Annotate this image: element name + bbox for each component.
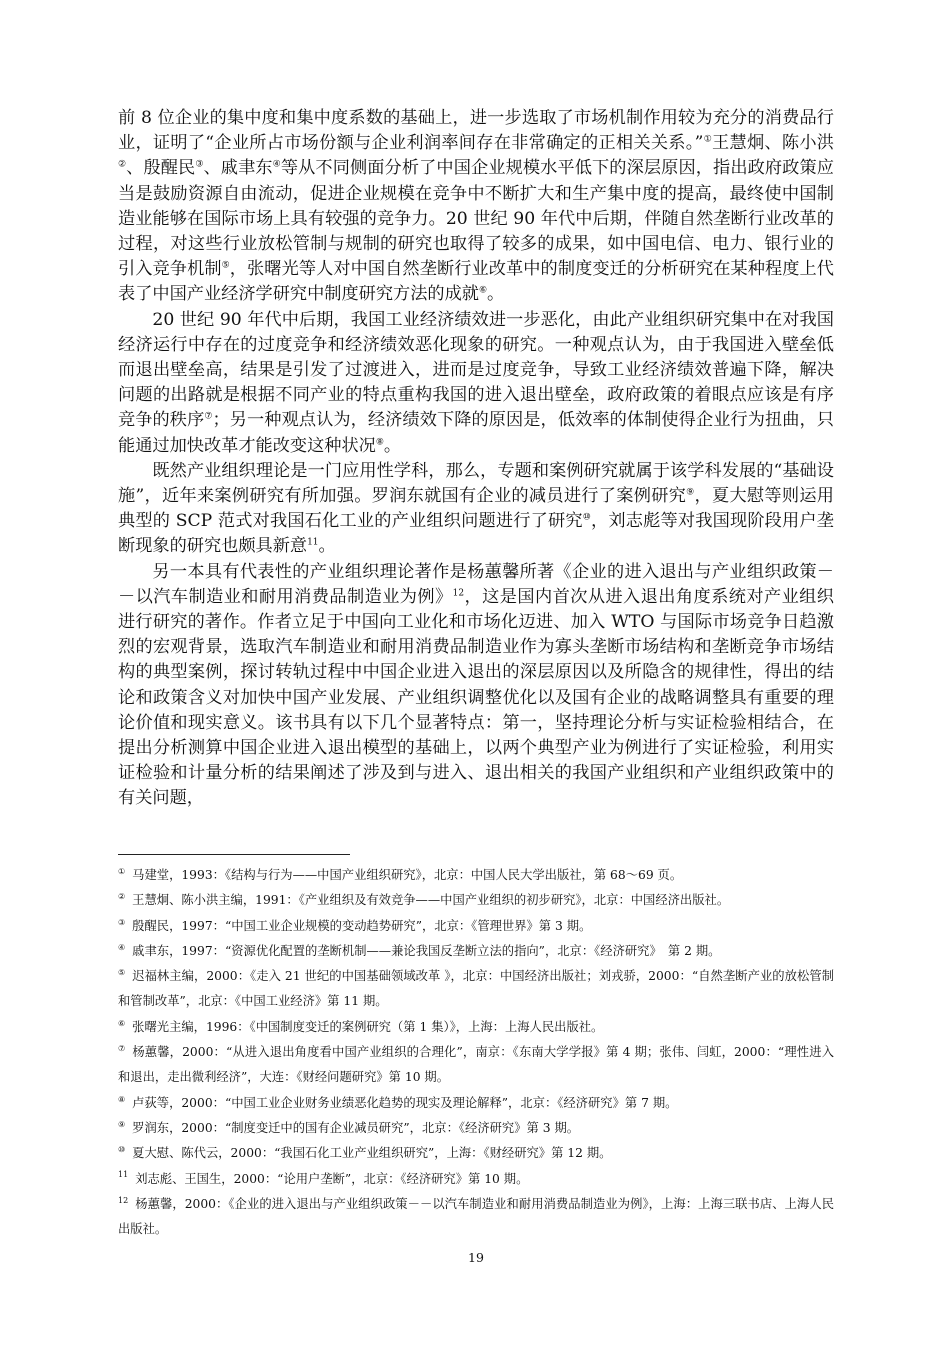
footnote-text: 夏大慰、陈代云，2000：“我国石化工业产业组织研究”，上海：《财经研究》第 12 期。 xyxy=(132,1146,612,1161)
footnote-mark: ⑦ xyxy=(118,1043,126,1053)
footnote xyxy=(118,1040,834,1091)
footnote-separator xyxy=(118,854,350,855)
footnote-text: 张曙光主编，1996：《中国制度变迁的案例研究（第 1 集）》，上海：上海人民出版社。 xyxy=(132,1019,604,1034)
footnote-mark: ① xyxy=(118,866,126,876)
page-number: 19 xyxy=(468,1250,484,1265)
footnote-text: 罗润东，2000：“制度变迁中的国有企业减员研究”，北京：《经济研究》第 3 期。 xyxy=(132,1120,580,1135)
paragraph-text: ，夏大慰等则运用典型的 SCP 范式对我国石化工业的产业组织问题进行了研究 xyxy=(118,486,834,532)
paragraph xyxy=(118,106,834,308)
paragraph-text: ，这是国内首次从进入退出角度系统对产业组织进行研究的著作。作者立足于中国向工业化和市场化迈进、加入 WTO 与国际市场竞争日趋激烈的宏观背景，选取汽车制造业和耐用消费品制造业作为寡头垄断市场结构和垄断竞争市场结构的典型案例，探讨转轨过程中中国企业进入退出的深层原因以及所隐含的规律性，得出的结论和政策含义对加快中国产业发展、产业组织调整优化以及国有企业的战略调整具有重要的理论价值和现实意义。该书具有以下几个显著特点：第一，坚持理论分析与实证检验相结合，在提出分析测算中国企业进入退出模型的基础上，以两个典型产业为例进行了实证检验，利用实证检验和计量分析的结果阐述了涉及到与进入、退出相关的我国产业组织和产业组织政策中的有关问题， xyxy=(118,586,834,809)
footnote-ref: ⑨ xyxy=(686,487,695,498)
footnote-text: 刘志彪、王国生，2000：“论用户垄断”，北京：《经济研究》第 10 期。 xyxy=(135,1171,529,1186)
footnote-text: 王慧炯、陈小洪主编，1991：《产业组织及有效竞争——中国产业组织的初步研究》，北京：中国经济出版社。 xyxy=(132,893,730,908)
footnote xyxy=(118,1167,834,1192)
paragraph-text: 另一本具有代表性的产业组织理论著作是杨蕙馨所著《企业的进入退出与产业组织政策－－以汽车制造业和耐用消费品制造业为例》 xyxy=(118,561,834,607)
footnote-ref: ① xyxy=(703,134,713,145)
footnote-mark: ⑥ xyxy=(118,1018,126,1028)
paragraph-text: 。 xyxy=(318,536,336,557)
paragraph-text: ；另一种观点认为，经济绩效下降的原因是，低效率的体制使得企业行为扭曲，只能通过加快改革才能改变这种状况 xyxy=(118,410,834,456)
footnote-text: 迟福林主编，2000：《走入 21 世纪的中国基础领域改革 》，北京：中国经济出版社；刘戎骄，2000：“自然垄断产业的放松管制和管制改革”，北京：《中国工业经济》第 11 期。 xyxy=(118,969,835,1009)
footnote-mark: ③ xyxy=(118,917,126,927)
footnote-ref: ② xyxy=(118,159,127,170)
footnote-text: 戚聿东，1997：“资源优化配置的垄断机制——兼论我国反垄断立法的指向”，北京：《经济研究》 第 2 期。 xyxy=(132,943,721,958)
footnote-text: 卢荻等，2000：“中国工业企业财务业绩恶化趋势的现实及理论解释”，北京：《经济研究》第 7 期。 xyxy=(132,1095,678,1110)
footnote-ref: ⑥ xyxy=(478,285,488,296)
footnote-mark: 12 xyxy=(118,1195,129,1205)
footnote-text: 杨蕙馨，2000：《企业的进入退出与产业组织政策－－以汽车制造业和耐用消费品制造业为例》，上海：上海三联书店、上海人民出版社。 xyxy=(118,1196,834,1237)
footnote xyxy=(118,914,834,939)
paragraph-text: ，张曙光等人对中国自然垄断行业改革中的制度变迁的分析研究在某种程度上代表了中国产业经济学研究中制度研究方法的成就 xyxy=(118,259,834,305)
paragraph-text: 王慧炯、陈小洪 xyxy=(712,133,834,154)
footnote-mark: ② xyxy=(118,892,126,902)
paragraph-text: 前 8 位企业的集中度和集中度系数的基础上，进一步选取了市场机制作用较为充分的消费品行业，证明了“企业所占市场份额与企业利润率间存在非常确定的正相关关系。” xyxy=(118,108,834,154)
paragraph-text: ，刘志彪等对我国现阶段用户垄断现象的研究也颇具新意 xyxy=(118,511,834,557)
paragraph xyxy=(118,459,834,560)
footnote xyxy=(118,888,834,913)
footnote xyxy=(118,1091,834,1116)
footnote-mark: ⑧ xyxy=(118,1094,126,1104)
footnote xyxy=(118,863,834,888)
footnote xyxy=(118,1116,834,1141)
footnote-ref: ⑧ xyxy=(375,436,384,447)
paragraph-text: 。 xyxy=(383,435,402,456)
footnotes xyxy=(118,863,834,1242)
paragraph-text: 20 世纪 90 年代中后期，我国工业经济绩效进一步恶化，由此产业组织研究集中在对我国经济运行中存在的过度竞争和经济绩效恶化现象的研究。一种观点认为，由于我国进入壁垒低而退出壁垒高，结果是引发了过渡进入，进而是过度竞争，导致工业经济绩效普遍下降，解决问题的出路就是根据不同产业的特点重构我国的进入退出壁垒，政府政策的着眼点应该是有序竞争的秩序 xyxy=(118,309,834,431)
footnote-mark: ⑨ xyxy=(118,1119,126,1129)
footnote xyxy=(118,1192,834,1243)
footnote xyxy=(118,1015,834,1040)
footnote xyxy=(118,964,834,1015)
footnote-ref: ④ xyxy=(272,159,281,170)
footnote xyxy=(118,939,834,964)
footnote-ref: 11 xyxy=(307,537,319,548)
paragraph-text: 、殷醒民 xyxy=(126,158,196,179)
footnote-ref: ⑩ xyxy=(582,512,591,523)
footnote-text: 马建堂，1993：《结构与行为——中国产业组织研究》，北京：中国人民大学出版社，第 68～69 页。 xyxy=(132,868,683,882)
paragraph xyxy=(118,560,834,812)
body-text xyxy=(118,106,834,812)
paragraph xyxy=(118,308,834,459)
paragraph-text: 、戚聿东 xyxy=(203,158,273,179)
footnote-ref: 12 xyxy=(452,588,465,599)
footnote-mark: 11 xyxy=(118,1170,129,1180)
footnote xyxy=(118,1141,834,1166)
paragraph-text: 。 xyxy=(487,284,505,305)
paragraph-text: 等从不同侧面分析了中国企业规模水平低下的深层原因，指出政府政策应当是鼓励资源自由流动，促进企业规模在竞争中不断扩大和生产集中度的提高，最终使中国制造业能够在国际市场上具有较强的竞争力。20 世纪 90 年代中后期，伴随自然垄断行业改革的过程，对这些行业放松管制与规制的研究也取得了较多的成果，如中国电信、电力、银行业的引入竞争机制 xyxy=(118,158,834,280)
footnote-text: 殷醒民，1997：“中国工业企业规模的变动趋势研究”，北京：《管理世界》第 3 期。 xyxy=(132,918,592,933)
footnote-mark: ④ xyxy=(118,942,126,952)
paragraph-text: 既然产业组织理论是一门应用性学科，那么，专题和案例研究就属于该学科发展的“基础设施”，近年来案例研究有所加强。罗润东就国有企业的减员进行了案例研究 xyxy=(118,460,834,507)
footnote-text: 杨蕙馨，2000：“从进入退出角度看中国产业组织的合理化”，南京：《东南大学学报》第 4 期；张伟、闫虹，2000：“理性进入和退出，走出微利经济”，大连：《财经问题研究》第 10 期。 xyxy=(118,1045,834,1085)
footnote-ref: ⑤ xyxy=(221,260,230,271)
footnote-ref: ③ xyxy=(195,159,204,170)
footnote-ref: ⑦ xyxy=(204,411,213,422)
footnote-mark: ⑩ xyxy=(118,1145,126,1155)
footnote-mark: ⑤ xyxy=(118,968,126,978)
